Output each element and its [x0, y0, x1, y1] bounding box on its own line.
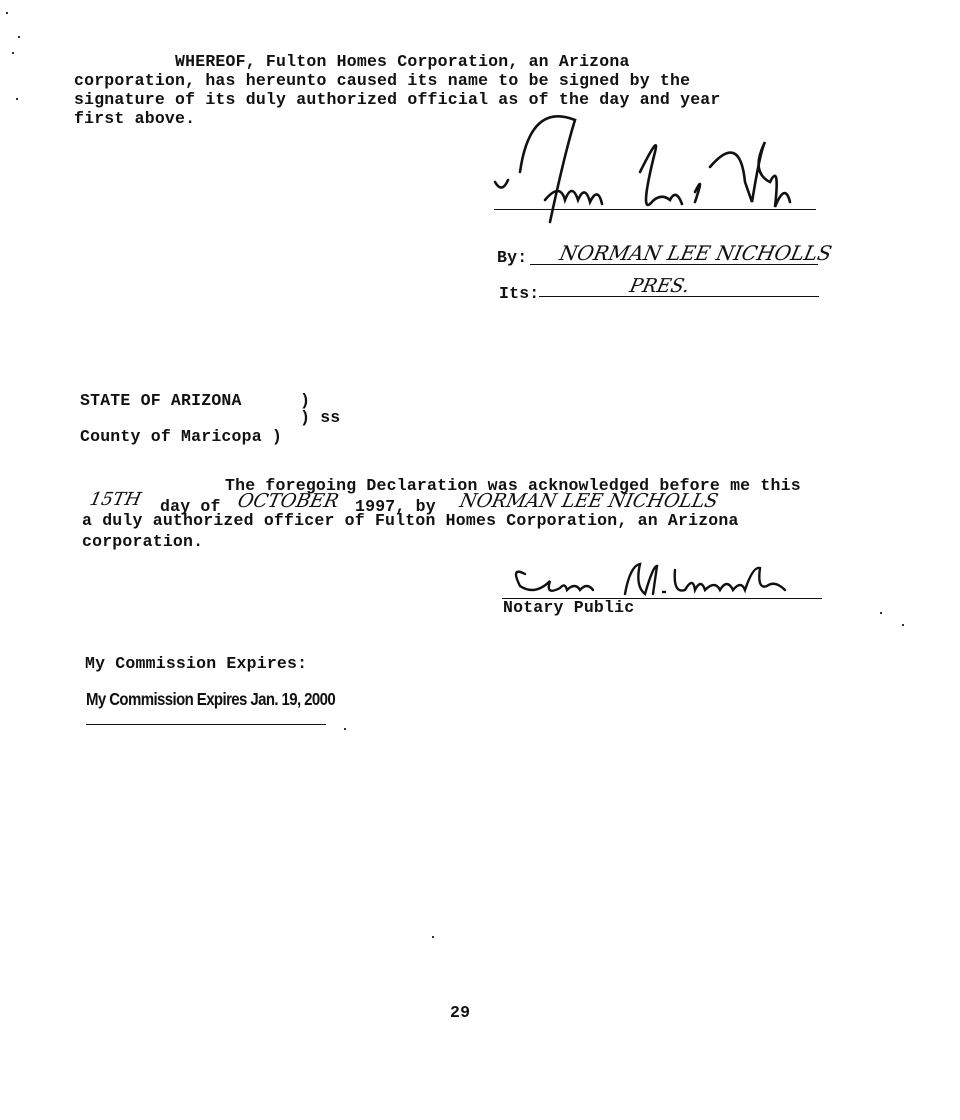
whereof-line-3: signature of its duly authorized official as of the day and year — [74, 90, 721, 109]
its-title-handwritten: PRES. — [627, 275, 692, 297]
president-signature — [490, 112, 820, 222]
whereof-line-4: first above. — [74, 109, 196, 128]
its-label: Its: — [499, 284, 540, 303]
whereof-line-2: corporation, has hereunto caused its name to be signed by the — [74, 71, 691, 90]
signature-line — [494, 209, 816, 210]
venue-paren-1: ) — [300, 391, 311, 410]
ack-day-of: day of — [160, 497, 221, 516]
scan-speck — [902, 624, 904, 626]
venue-state: STATE OF ARIZONA — [80, 391, 242, 410]
whereof-line-1: WHEREOF, Fulton Homes Corporation, an Arizona — [74, 52, 630, 71]
scan-speck — [6, 12, 8, 14]
ack-day-handwritten: 15TH — [87, 489, 143, 510]
by-name-handwritten: NORMAN LEE NICHOLLS — [557, 241, 834, 265]
page-number: 29 — [450, 1003, 471, 1022]
ack-line-1: The foregoing Declaration was acknowledged before me this — [225, 476, 801, 495]
commission-label: My Commission Expires: — [85, 654, 308, 673]
scan-speck — [880, 612, 882, 614]
commission-line — [86, 724, 326, 725]
ack-year-by: 1997, by — [355, 497, 436, 516]
scan-speck — [432, 936, 434, 938]
scan-speck — [12, 52, 14, 54]
ack-line-4: corporation. — [82, 532, 204, 551]
venue-county: County of Maricopa ) — [80, 427, 283, 446]
its-line — [539, 296, 819, 297]
ack-month-handwritten: OCTOBER — [235, 490, 341, 512]
commission-stamp: My Commission Expires Jan. 19, 2000 — [86, 690, 336, 710]
scan-speck — [16, 98, 18, 100]
by-line — [530, 264, 818, 265]
scan-speck — [344, 728, 346, 730]
by-label: By: — [497, 248, 528, 267]
scan-speck — [18, 36, 20, 38]
notary-label: Notary Public — [503, 598, 635, 617]
ack-name-handwritten: NORMAN LEE NICHOLLS — [457, 490, 721, 512]
ack-line-3: a duly authorized officer of Fulton Homes Corporation, an Arizona — [82, 511, 739, 530]
venue-paren-2: ) ss — [300, 408, 341, 427]
